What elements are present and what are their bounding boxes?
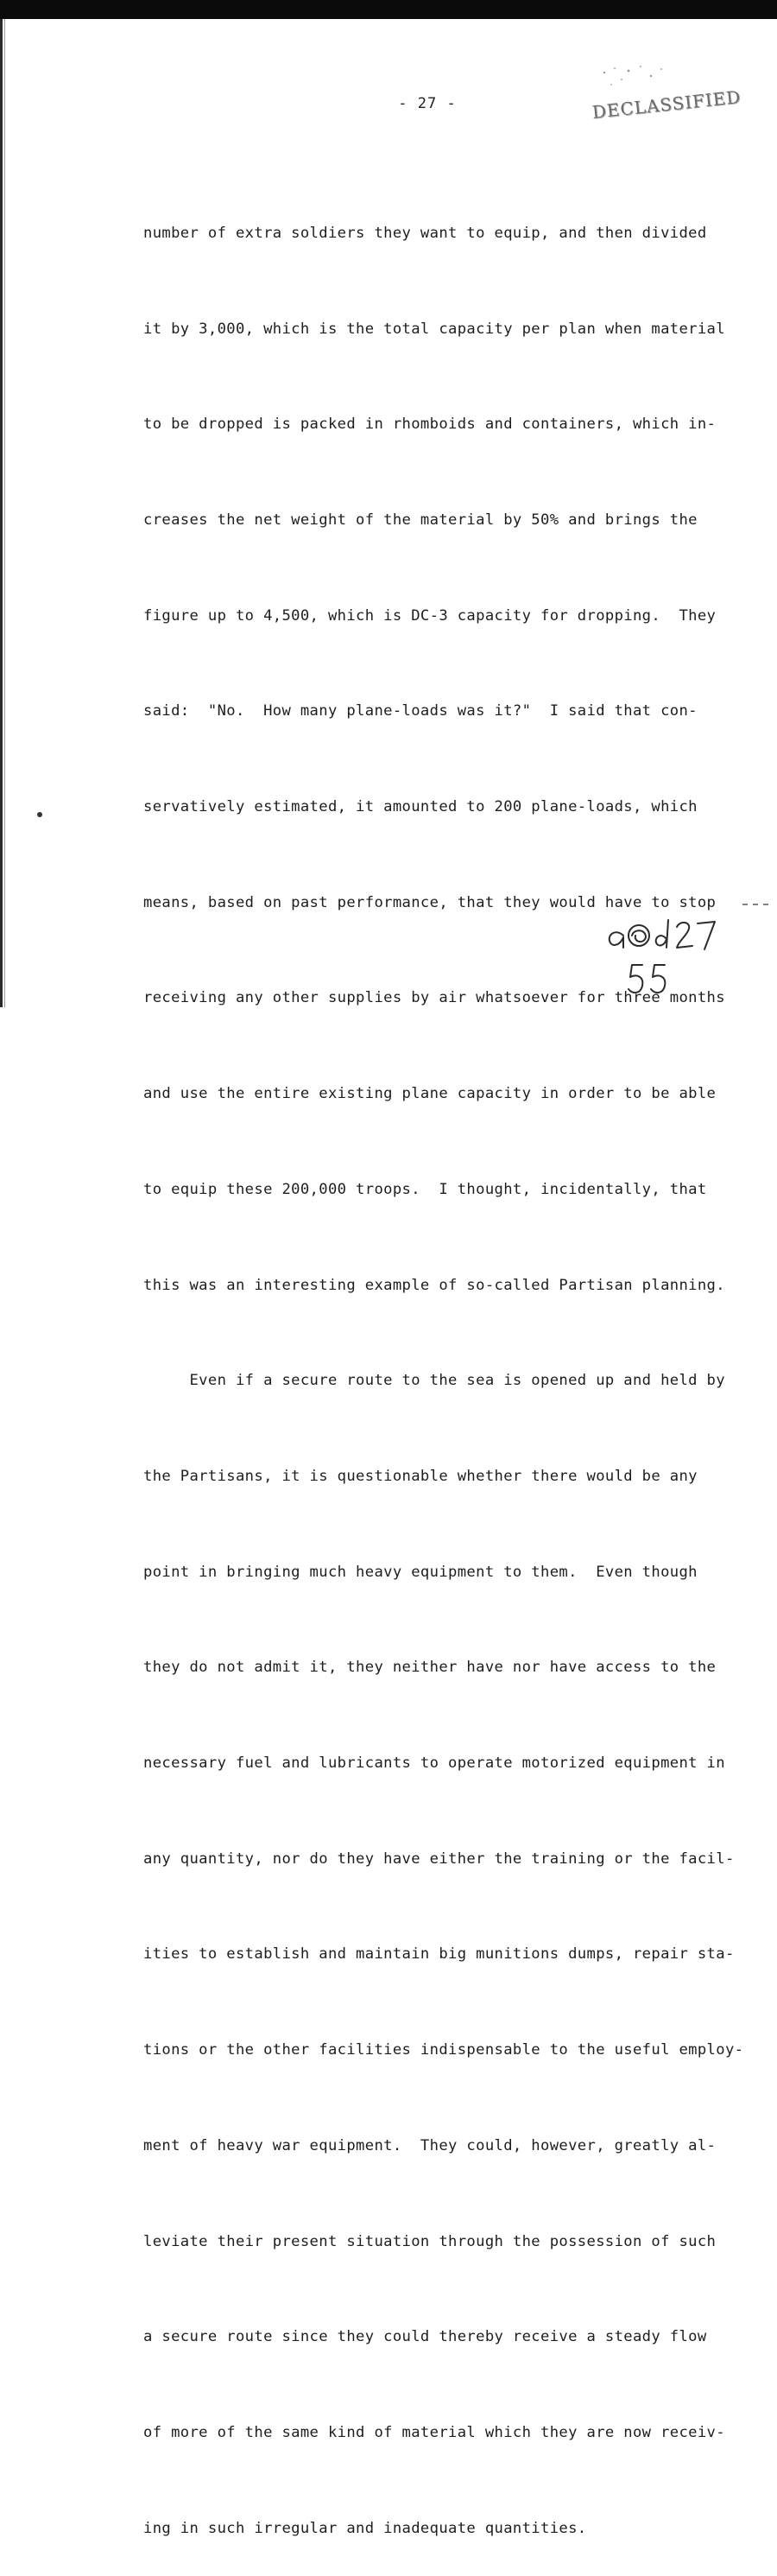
text-line: ing in such irregular and inadequate quantities. (143, 2519, 587, 2537)
text-line: necessary fuel and lubricants to operate motorized equipment in (143, 1754, 725, 1773)
text-line: the Partisans, it is questionable whether there would be any (143, 1467, 698, 1485)
text-line: ities to establish and maintain big munitions dumps, repair sta- (143, 1945, 735, 1964)
declassified-stamp: DECLASSIFIED (591, 86, 742, 123)
handwritten-annotation (604, 911, 734, 1006)
text-line: servatively estimated, it amounted to 200 plane-loads, which (143, 798, 698, 816)
text-line: they do not admit it, they neither have nor have access to the (143, 1659, 717, 1677)
text-line: this was an interesting example of so-called Partisan planning. (143, 1276, 725, 1294)
text-line: means, based on past performance, that they would have to stop (143, 893, 717, 911)
text-line: point in bringing much heavy equipment to them. Even though (143, 1563, 698, 1581)
stamp-smudge (596, 60, 673, 95)
text-line: said: "No. How many plane-loads was it?" I said that con- (143, 702, 698, 720)
scan-left-border (0, 19, 3, 1007)
text-line: leviate their present situation through the possession of such (143, 2232, 717, 2250)
scan-left-border-shadow (4, 19, 5, 1007)
text-line: of more of the same kind of material which they are now receiv- (143, 2423, 725, 2441)
page-number: - 27 - (398, 95, 457, 112)
text-line: it by 3,000, which is the total capacity per plan when material (143, 320, 725, 338)
text-line: number of extra soldiers they want to equip, and then divided (143, 224, 707, 242)
text-line: figure up to 4,500, which is DC-3 capacity for dropping. They (143, 606, 717, 625)
text-line: ment of heavy war equipment. They could, however, greatly al- (143, 2136, 717, 2154)
text-line: creases the net weight of the material by 50% and brings the (143, 511, 698, 529)
text-line: receiving any other supplies by air whatsoever for three months (143, 989, 725, 1007)
text-line: to equip these 200,000 troops. I thought, incidentally, that (143, 1180, 707, 1198)
text-line: a secure route since they could thereby receive a steady flow (143, 2328, 707, 2346)
text-line: tions or the other facilities indispensable to the useful employ- (143, 2041, 744, 2059)
margin-speck (37, 812, 42, 817)
text-line: Even if a secure route to the sea is opened up and held by (143, 1372, 725, 1390)
scan-top-border (0, 0, 777, 19)
text-line: and use the entire existing plane capacity in order to be able (143, 1085, 717, 1103)
document-body (143, 154, 748, 2576)
text-line: any quantity, nor do they have either the training or the facil- (143, 1850, 735, 1868)
margin-dash-mark (741, 900, 775, 909)
text-line: to be dropped is packed in rhomboids and containers, which in- (143, 416, 717, 434)
